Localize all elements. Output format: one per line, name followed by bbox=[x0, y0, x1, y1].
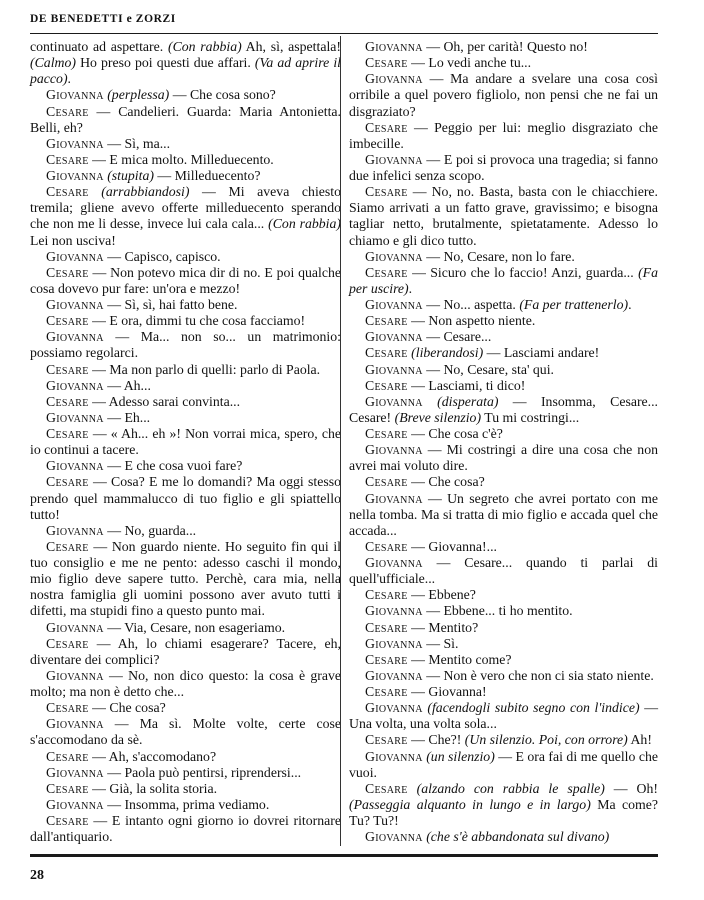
speaker-name: Giovanna bbox=[365, 442, 423, 458]
dialogue-line bbox=[349, 587, 658, 603]
dialogue-line bbox=[349, 442, 658, 474]
speaker-name: Cesare bbox=[46, 151, 89, 167]
dialogue-text: (alzando con rabbia le spalle) — Oh! (Passeggia alquanto in lungo e in largo) Ma come? Tu? Tu?! bbox=[349, 780, 658, 828]
speaker-name: Cesare bbox=[365, 264, 408, 280]
dialogue-text: — No, Cesare, sta' qui. bbox=[426, 361, 554, 377]
dialogue-text: — E che cosa vuoi fare? bbox=[107, 458, 243, 474]
speaker-name: Giovanna bbox=[46, 796, 104, 812]
dialogue-line bbox=[349, 474, 658, 490]
speaker-name: Cesare bbox=[365, 587, 408, 603]
speaker-name: Giovanna bbox=[365, 555, 423, 570]
dialogue-text: — Ah... bbox=[107, 377, 151, 393]
speaker-name: Cesare bbox=[365, 426, 408, 441]
speaker-name: Giovanna bbox=[365, 667, 423, 683]
dialogue-text: — Che?! (Un silenzio. Poi, con orrore) Ah! bbox=[411, 732, 652, 748]
speaker-name: Giovanna bbox=[46, 377, 104, 393]
right-text-column bbox=[349, 39, 658, 845]
speaker-name: Cesare bbox=[365, 184, 408, 200]
dialogue-text: — Non aspetto niente. bbox=[411, 313, 536, 329]
dialogue-line bbox=[349, 265, 658, 297]
dialogue-text: — « Ah... eh »! Non vorrai mica, spero, che io continui a tacere. bbox=[30, 426, 341, 458]
dialogue-text: — Lasciami, ti dico! bbox=[411, 377, 526, 393]
dialogue-line bbox=[30, 168, 341, 184]
dialogue-line bbox=[30, 523, 341, 539]
dialogue-line bbox=[30, 297, 341, 313]
dialogue-line bbox=[30, 152, 341, 168]
stage-direction: (disperata) bbox=[437, 393, 499, 409]
dialogue-line bbox=[349, 732, 658, 748]
speaker-name: Cesare bbox=[365, 651, 408, 667]
dialogue-line bbox=[349, 39, 658, 55]
dialogue-line bbox=[349, 71, 658, 119]
dialogue-text: — No... aspetta. (Fa per trattenerlo). bbox=[426, 297, 632, 312]
dialogue-line bbox=[349, 313, 658, 329]
dialogue-line bbox=[30, 620, 341, 636]
dialogue-text: — Giovanna!... bbox=[411, 538, 497, 554]
dialogue-text: (stupita) — Milleduecento? bbox=[107, 168, 261, 183]
dialogue-line bbox=[349, 329, 658, 345]
stage-direction: (liberandosi) bbox=[411, 345, 484, 361]
speaker-name: Cesare bbox=[46, 748, 89, 764]
dialogue-text: — Paola può pentirsi, riprendersi... bbox=[107, 764, 302, 780]
dialogue-line bbox=[349, 345, 658, 361]
speaker-name: Giovanna bbox=[46, 297, 104, 312]
dialogue-line bbox=[349, 749, 658, 781]
dialogue-text: (un silenzio) — E ora fai di me quello che vuoi. bbox=[349, 748, 659, 780]
speaker-name: Giovanna bbox=[365, 603, 423, 619]
dialogue-text: — Candelieri. Guarda: Maria Antonietta. Belli, eh? bbox=[30, 103, 341, 135]
dialogue-line bbox=[30, 749, 341, 765]
speaker-name: Cesare bbox=[365, 55, 408, 71]
dialogue-text: — E intanto ogni giorno io dovrei ritornare dall'antiquario. bbox=[30, 813, 341, 845]
speaker-name: Cesare bbox=[46, 635, 89, 651]
speaker-name: Cesare bbox=[365, 684, 408, 699]
dialogue-line bbox=[30, 539, 341, 620]
column-divider bbox=[340, 36, 341, 846]
speaker-name: Giovanna bbox=[365, 329, 423, 345]
speaker-name: Giovanna bbox=[46, 716, 104, 732]
stage-direction: (alzando con rabbia le spalle) bbox=[416, 780, 605, 796]
dialogue-text: (disperata) — Insomma, Cesare... Cesare! (Breve silenzio) Tu mi costringi... bbox=[349, 393, 659, 425]
dialogue-text: — No, guarda... bbox=[107, 522, 197, 538]
speaker-name: Cesare bbox=[365, 619, 408, 635]
dialogue-line bbox=[349, 684, 658, 700]
dialogue-text: — Oh, per carità! Questo no! bbox=[426, 39, 588, 54]
dialogue-text: — Cosa? E me lo domandi? Ma oggi stesso prendo quel mammalucco di tuo figlio e gli spiattello tutto! bbox=[30, 474, 341, 522]
dialogue-line bbox=[30, 136, 341, 152]
dialogue-text: — Sicuro che lo faccio! Anzi, guarda... (Fa per uscire). bbox=[349, 264, 658, 296]
stage-direction: (arrabbiandosi) bbox=[101, 184, 190, 200]
dialogue-line bbox=[349, 636, 658, 652]
speaker-name: Giovanna bbox=[46, 619, 104, 635]
dialogue-text: — Che cosa? bbox=[92, 700, 166, 716]
speaker-name: Cesare bbox=[46, 813, 89, 828]
speaker-name: Cesare bbox=[46, 700, 89, 716]
dialogue-text: — Adesso sarai convinta... bbox=[92, 393, 241, 409]
dialogue-line bbox=[349, 378, 658, 394]
speaker-name: Giovanna bbox=[46, 87, 104, 103]
speaker-name: Giovanna bbox=[365, 361, 423, 377]
dialogue-line bbox=[30, 636, 341, 668]
speaker-name: Giovanna bbox=[365, 393, 423, 409]
speaker-name: Giovanna bbox=[365, 297, 423, 312]
dialogue-text: — Non è vero che non ci sia stato niente. bbox=[426, 667, 654, 683]
stage-direction: (Fa per uscire) bbox=[349, 264, 658, 296]
dialogue-text: — Peggio per lui: meglio disgraziato che imbecille. bbox=[349, 119, 658, 151]
dialogue-line bbox=[30, 474, 341, 522]
dialogue-line bbox=[30, 184, 341, 249]
dialogue-line bbox=[349, 184, 658, 249]
dialogue-text: — Ah, lo chiami esagerare? Tacere, eh, diventare dei complici? bbox=[30, 635, 341, 667]
dialogue-text: — No, non dico questo: la cosa è grave molto; ma non è detto che... bbox=[30, 667, 341, 699]
dialogue-line bbox=[349, 668, 658, 684]
dialogue-text: — Ebbene? bbox=[411, 587, 476, 603]
dialogue-text: (arrabbiandosi) — Mi aveva chiesto tremila; gliene avevo offerte milleduecento sperando che non me li desse, invece lui cala cala... (Con rabbia) Lei non usciva! bbox=[30, 184, 342, 248]
left-text-column bbox=[30, 39, 341, 845]
speaker-name: Giovanna bbox=[46, 667, 104, 683]
dialogue-text: — Ma sì. Molte volte, certe cose s'accomodano da sè. bbox=[30, 716, 341, 748]
page-number: 28 bbox=[30, 868, 44, 883]
speaker-name: Giovanna bbox=[365, 635, 423, 651]
dialogue-line bbox=[30, 716, 341, 748]
speaker-name: Cesare bbox=[365, 119, 408, 135]
dialogue-line bbox=[30, 329, 341, 361]
stage-direction: (facendogli subito segno con l'indice) bbox=[427, 700, 640, 716]
dialogue-line bbox=[30, 87, 341, 103]
footer-rule bbox=[30, 854, 658, 857]
speaker-name: Cesare bbox=[46, 264, 89, 280]
speaker-name: Giovanna bbox=[46, 522, 104, 538]
speaker-name: Giovanna bbox=[46, 248, 104, 264]
dialogue-line bbox=[349, 55, 658, 71]
dialogue-line bbox=[349, 249, 658, 265]
dialogue-line bbox=[30, 378, 341, 394]
speaker-name: Giovanna bbox=[365, 71, 423, 87]
dialogue-text: — Insomma, prima vediamo. bbox=[107, 796, 270, 812]
dialogue-line bbox=[349, 829, 658, 845]
dialogue-text: — Mentito? bbox=[411, 619, 479, 635]
dialogue-line bbox=[30, 313, 341, 329]
stage-direction: (un silenzio) bbox=[426, 748, 495, 764]
running-head: DE BENEDETTI e ZORZI bbox=[30, 13, 176, 25]
speaker-name: Giovanna bbox=[46, 458, 104, 474]
speaker-name: Cesare bbox=[46, 103, 89, 119]
dialogue-text: — E mica molto. Milleduecento. bbox=[92, 151, 274, 167]
dialogue-line bbox=[349, 152, 658, 184]
dialogue-text: — Che cosa c'è? bbox=[411, 426, 503, 441]
dialogue-line bbox=[349, 620, 658, 636]
speaker-name: Cesare bbox=[365, 377, 408, 393]
speaker-name: Cesare bbox=[46, 361, 89, 377]
speaker-name: Giovanna bbox=[365, 748, 423, 764]
dialogue-text: — Ma... non so... un matrimonio: possiamo regolarci. bbox=[30, 329, 342, 361]
dialogue-text: — Ma andare a svelare una cosa così orribile a quel povero figliolo, non pensi che ne fai un disgraziato? bbox=[349, 71, 658, 119]
dialogue-text: — Non potevo mica dir di no. E poi qualche cosa dovevo pur fare: un'ora e mezzo! bbox=[30, 264, 341, 296]
dialogue-text: — Sì. bbox=[426, 635, 459, 651]
speaker-name: Giovanna bbox=[365, 248, 423, 264]
dialogue-line bbox=[30, 797, 341, 813]
dialogue-text: — Lo vedi anche tu... bbox=[411, 55, 532, 71]
speaker-name: Cesare bbox=[46, 538, 89, 554]
dialogue-text: (facendogli subito segno con l'indice) — Una volta, una volta sola... bbox=[349, 700, 659, 732]
speaker-name: Cesare bbox=[365, 313, 408, 329]
speaker-name: Cesare bbox=[365, 780, 408, 796]
dialogue-line bbox=[30, 781, 341, 797]
dialogue-text: — Ah, s'accomodano? bbox=[92, 748, 217, 764]
dialogue-text: — E ora, dimmi tu che cosa facciamo! bbox=[92, 313, 306, 329]
dialogue-text: — Giovanna! bbox=[411, 684, 487, 699]
dialogue-text: — Eh... bbox=[107, 409, 151, 425]
speaker-name: Giovanna bbox=[46, 409, 104, 425]
speaker-name: Cesare bbox=[46, 474, 89, 490]
dialogue-line bbox=[349, 555, 658, 587]
speaker-name: Cesare bbox=[46, 313, 89, 329]
dialogue-line bbox=[349, 652, 658, 668]
stage-direction: (Con rabbia) bbox=[268, 216, 342, 232]
speaker-name: Cesare bbox=[365, 345, 408, 361]
dialogue-line bbox=[349, 426, 658, 442]
dialogue-line bbox=[349, 539, 658, 555]
dialogue-text: — Via, Cesare, non esageriamo. bbox=[107, 619, 286, 635]
dialogue-line bbox=[30, 700, 341, 716]
stage-direction: (Passeggia alquanto in lungo e in largo) bbox=[349, 796, 591, 812]
dialogue-line bbox=[30, 249, 341, 265]
speaker-name: Giovanna bbox=[365, 700, 423, 716]
speaker-name: Giovanna bbox=[365, 151, 423, 167]
speaker-name: Giovanna bbox=[46, 329, 104, 345]
dialogue-text: — Sì, ma... bbox=[107, 135, 171, 151]
dialogue-line bbox=[349, 120, 658, 152]
dialogue-line bbox=[349, 700, 658, 732]
dialogue-text: — Capisco, capisco. bbox=[107, 248, 221, 264]
speaker-name: Giovanna bbox=[46, 135, 104, 151]
speaker-name: Cesare bbox=[46, 426, 89, 441]
header-rule bbox=[30, 33, 658, 34]
stage-direction: (Breve silenzio) bbox=[394, 409, 482, 425]
dialogue-text: — No, Cesare, non lo fare. bbox=[426, 248, 575, 264]
dialogue-line bbox=[30, 104, 341, 136]
dialogue-text: — Un segreto che avrei portato con me nella tomba. Ma si tratta di mio figlio e accada quel che accada... bbox=[349, 490, 658, 538]
dialogue-text: — Ebbene... ti ho mentito. bbox=[426, 603, 573, 619]
dialogue-text: — E poi si provoca una tragedia; si fanno due infelici senza scopo. bbox=[349, 151, 659, 183]
dialogue-line bbox=[349, 362, 658, 378]
dialogue-text: — Che cosa? bbox=[411, 474, 485, 490]
speaker-name: Cesare bbox=[46, 393, 89, 409]
speaker-name: Giovanna bbox=[46, 168, 104, 183]
dialogue-line bbox=[30, 813, 341, 845]
dialogue-line bbox=[349, 781, 658, 829]
speaker-name: Giovanna bbox=[46, 764, 104, 780]
dialogue-text bbox=[426, 829, 609, 844]
dialogue-text: — Sì, sì, hai fatto bene. bbox=[107, 297, 238, 312]
dialogue-text: (perplessa) — Che cosa sono? bbox=[107, 87, 276, 103]
dialogue-text: — No, no. Basta, basta con le chiacchiere. Siamo arrivati a un fatto grave, gravissimo; e bisogna tagliar netto, brutalmente, spietatamente. Adesso lo chiamo e gli dico tutto. bbox=[349, 184, 658, 248]
dialogue-line bbox=[349, 603, 658, 619]
stage-direction: (Un silenzio. Poi, con orrore) bbox=[464, 732, 628, 748]
dialogue-text: — Mi costringi a dire una cosa che non avrei mai voluto dire. bbox=[349, 442, 659, 474]
dialogue-text: — Già, la solita storia. bbox=[92, 780, 218, 796]
dialogue-line bbox=[30, 410, 341, 426]
speaker-name: Cesare bbox=[46, 184, 89, 200]
dialogue-line bbox=[30, 39, 341, 87]
dialogue-text: — Cesare... bbox=[426, 329, 492, 345]
dialogue-line bbox=[30, 668, 341, 700]
speaker-name: Giovanna bbox=[365, 490, 423, 506]
stage-direction: (perplessa) bbox=[107, 87, 170, 103]
stage-direction: (che s'è abbandonata sul divano) bbox=[426, 829, 610, 845]
speaker-name: Cesare bbox=[365, 732, 408, 748]
dialogue-text: continuato ad aspettare. (Con rabbia) Ah, sì, aspettala! (Calmo) Ho preso poi questi due affari. (Va ad aprire il pacco). bbox=[30, 39, 341, 87]
stage-direction: (stupita) bbox=[107, 168, 154, 183]
dialogue-line bbox=[349, 394, 658, 426]
dialogue-line bbox=[349, 297, 658, 313]
dialogue-text: — Mentito come? bbox=[411, 651, 512, 667]
dialogue-text: — Ma non parlo di quelli: parlo di Paola. bbox=[92, 361, 321, 377]
speaker-name: Cesare bbox=[365, 474, 408, 490]
dialogue-line bbox=[30, 362, 341, 378]
dialogue-line bbox=[30, 265, 341, 297]
stage-direction: (Calmo) bbox=[30, 55, 76, 71]
speaker-name: Giovanna bbox=[365, 39, 423, 54]
stage-direction: (Va ad aprire il pacco) bbox=[30, 55, 341, 87]
dialogue-text: — Cesare... quando ti parlai di quell'ufficiale... bbox=[349, 555, 658, 587]
dialogue-line bbox=[30, 458, 341, 474]
speaker-name: Giovanna bbox=[365, 829, 423, 845]
stage-direction: (Fa per trattenerlo) bbox=[519, 297, 629, 312]
speaker-name: Cesare bbox=[365, 538, 408, 554]
stage-direction: (Con rabbia) bbox=[167, 39, 242, 54]
dialogue-text: — Non guardo niente. Ho seguito fin qui il tuo consiglio e me ne pento: adesso caschi il mondo, mio figlio deve sapere tutto. Perchè, cara mia, nella nostra famiglia gli uomini possono aver avuto tutti i difetti, ma stupidi fino a questo punto mai. bbox=[30, 538, 342, 619]
dialogue-line bbox=[30, 394, 341, 410]
dialogue-line bbox=[349, 491, 658, 539]
speaker-name: Cesare bbox=[46, 780, 89, 796]
dialogue-text: (liberandosi) — Lasciami andare! bbox=[411, 345, 600, 361]
dialogue-line bbox=[30, 765, 341, 781]
dialogue-line bbox=[30, 426, 341, 458]
